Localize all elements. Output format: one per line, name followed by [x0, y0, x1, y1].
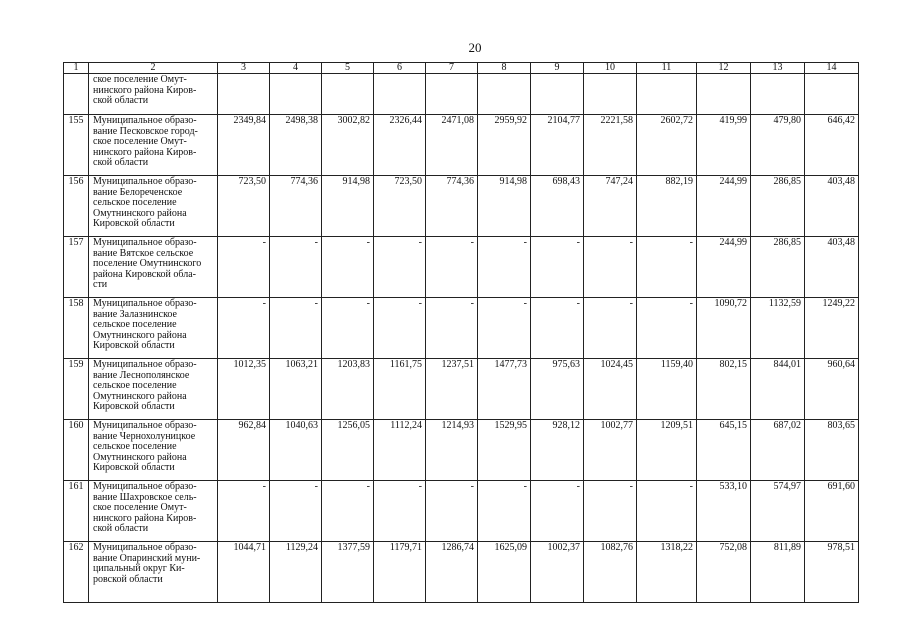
value-cell: - [374, 237, 426, 298]
column-header: 7 [426, 63, 478, 74]
table-row [64, 481, 859, 542]
value-cell [751, 74, 805, 115]
value-cell: - [270, 237, 322, 298]
value-cell [270, 74, 322, 115]
value-cell: 2104,77 [531, 115, 584, 176]
municipality-name-cell [89, 74, 218, 115]
value-cell: 1203,83 [322, 359, 374, 420]
name-line: поселение Омутнинского [93, 258, 202, 270]
value-cell: - [478, 298, 531, 359]
name-line: ской области [93, 157, 149, 169]
value-cell: 1529,95 [478, 420, 531, 481]
municipality-name-cell [89, 176, 218, 237]
value-cell: 962,84 [218, 420, 270, 481]
table-row [64, 359, 859, 420]
value-cell: 723,50 [218, 176, 270, 237]
name-line: вание Опаринский муни- [93, 552, 201, 564]
value-cell: 1161,75 [374, 359, 426, 420]
column-header: 9 [531, 63, 584, 74]
name-line: Муниципальное образо- [93, 115, 197, 126]
name-line: сельское поселение [93, 441, 177, 453]
column-header: 4 [270, 63, 322, 74]
value-cell [426, 74, 478, 115]
column-header: 11 [637, 63, 697, 74]
table-row [64, 115, 859, 176]
name-line: Муниципальное образо- [93, 237, 197, 248]
value-cell: 2602,72 [637, 115, 697, 176]
row-number-cell [64, 74, 89, 115]
row-number-cell: 158 [64, 298, 89, 359]
row-number-cell: 155 [64, 115, 89, 176]
value-cell: - [584, 481, 637, 542]
value-cell: 1040,63 [270, 420, 322, 481]
value-cell: 1256,05 [322, 420, 374, 481]
municipality-name-cell [89, 542, 218, 603]
name-line: сельское поселение [93, 319, 177, 331]
name-line: нинского района Киров- [93, 146, 197, 158]
name-line: Омутнинского района [93, 390, 187, 402]
value-cell: 1477,73 [478, 359, 531, 420]
value-cell: 2959,92 [478, 115, 531, 176]
value-cell [531, 74, 584, 115]
value-cell: 2221,58 [584, 115, 637, 176]
value-cell: - [531, 481, 584, 542]
value-cell: - [218, 298, 270, 359]
value-cell: - [426, 237, 478, 298]
name-line: сельское поселение [93, 380, 177, 392]
name-line: Муниципальное образо- [93, 481, 197, 492]
value-cell: 1286,74 [426, 542, 478, 603]
value-cell: 574,97 [751, 481, 805, 542]
value-cell: 882,19 [637, 176, 697, 237]
value-cell: 975,63 [531, 359, 584, 420]
value-cell [478, 74, 531, 115]
value-cell: 244,99 [697, 176, 751, 237]
table-row [64, 542, 859, 603]
name-line: Кировской области [93, 462, 175, 474]
value-cell: 1012,35 [218, 359, 270, 420]
name-line: Муниципальное образо- [93, 542, 197, 553]
value-cell: - [531, 298, 584, 359]
data-table [63, 62, 859, 603]
value-cell: - [478, 481, 531, 542]
value-cell: 1129,24 [270, 542, 322, 603]
value-cell: 691,60 [805, 481, 859, 542]
name-line: ское поселение Омут- [93, 74, 187, 85]
value-cell: 479,80 [751, 115, 805, 176]
row-number-cell: 160 [64, 420, 89, 481]
value-cell: 2326,44 [374, 115, 426, 176]
value-cell: 646,42 [805, 115, 859, 176]
value-cell: 419,99 [697, 115, 751, 176]
value-cell: 1249,22 [805, 298, 859, 359]
value-cell: 1132,59 [751, 298, 805, 359]
name-line: вание Песковское город- [93, 125, 198, 137]
value-cell: 1209,51 [637, 420, 697, 481]
value-cell: 844,01 [751, 359, 805, 420]
value-cell: 3002,82 [322, 115, 374, 176]
value-cell: - [478, 237, 531, 298]
value-cell: 2349,84 [218, 115, 270, 176]
value-cell: 1090,72 [697, 298, 751, 359]
name-line: вание Леснополянское [93, 369, 190, 381]
name-line: ципальный округ Ки- [93, 563, 185, 575]
value-cell: 1179,71 [374, 542, 426, 603]
value-cell: 1024,45 [584, 359, 637, 420]
name-line: вание Белореченское [93, 186, 183, 198]
value-cell [218, 74, 270, 115]
value-cell [584, 74, 637, 115]
value-cell: - [426, 481, 478, 542]
name-line: вание Залазнинское [93, 308, 177, 320]
municipality-name-cell [89, 359, 218, 420]
name-line: Муниципальное образо- [93, 176, 197, 187]
name-line: сельское поселение [93, 197, 177, 209]
row-number-cell: 157 [64, 237, 89, 298]
header-row [64, 63, 859, 74]
value-cell: - [637, 237, 697, 298]
value-cell: - [218, 237, 270, 298]
column-header: 3 [218, 63, 270, 74]
value-cell: - [270, 298, 322, 359]
value-cell: 1044,71 [218, 542, 270, 603]
value-cell: 774,36 [270, 176, 322, 237]
value-cell: - [322, 237, 374, 298]
value-cell: 1377,59 [322, 542, 374, 603]
row-number-cell: 162 [64, 542, 89, 603]
value-cell: 1318,22 [637, 542, 697, 603]
value-cell: 1002,77 [584, 420, 637, 481]
value-cell: 1214,93 [426, 420, 478, 481]
name-line: вание Чернохолуницкое [93, 430, 196, 442]
name-line: сти [93, 279, 108, 291]
value-cell [374, 74, 426, 115]
value-cell: 774,36 [426, 176, 478, 237]
row-number-cell: 159 [64, 359, 89, 420]
name-line: ской области [93, 95, 149, 107]
column-header: 5 [322, 63, 374, 74]
name-line: ской области [93, 523, 149, 535]
value-cell: 698,43 [531, 176, 584, 237]
name-line: Омутнинского района [93, 207, 187, 219]
value-cell: 533,10 [697, 481, 751, 542]
name-line: Омутнинского района [93, 329, 187, 341]
table-body [64, 63, 859, 603]
table-row [64, 237, 859, 298]
value-cell: 1159,40 [637, 359, 697, 420]
municipality-name-cell [89, 298, 218, 359]
value-cell: 978,51 [805, 542, 859, 603]
column-header: 12 [697, 63, 751, 74]
value-cell: - [531, 237, 584, 298]
value-cell: 1063,21 [270, 359, 322, 420]
value-cell: - [637, 481, 697, 542]
value-cell: - [322, 298, 374, 359]
value-cell: 687,02 [751, 420, 805, 481]
name-line: Омутнинского района [93, 451, 187, 463]
row-number-cell: 156 [64, 176, 89, 237]
column-header: 8 [478, 63, 531, 74]
value-cell: - [322, 481, 374, 542]
table-row [64, 176, 859, 237]
value-cell [697, 74, 751, 115]
value-cell: 286,85 [751, 176, 805, 237]
value-cell: 403,48 [805, 176, 859, 237]
page-number: 20 [468, 40, 482, 55]
column-header: 14 [805, 63, 859, 74]
value-cell: 811,89 [751, 542, 805, 603]
value-cell [637, 74, 697, 115]
value-cell: 723,50 [374, 176, 426, 237]
value-cell: 914,98 [322, 176, 374, 237]
name-line: Кировской области [93, 218, 175, 230]
value-cell: - [426, 298, 478, 359]
value-cell: - [270, 481, 322, 542]
municipality-name-cell [89, 481, 218, 542]
value-cell: 914,98 [478, 176, 531, 237]
municipality-name-cell [89, 115, 218, 176]
value-cell: 403,48 [805, 237, 859, 298]
value-cell: 960,64 [805, 359, 859, 420]
value-cell: - [584, 237, 637, 298]
value-cell: - [584, 298, 637, 359]
value-cell: 1625,09 [478, 542, 531, 603]
table-row [64, 298, 859, 359]
column-header: 2 [89, 63, 218, 74]
value-cell: 645,15 [697, 420, 751, 481]
continuation-row [64, 74, 859, 115]
value-cell: 2498,38 [270, 115, 322, 176]
name-line: Муниципальное образо- [93, 359, 197, 370]
name-line: района Кировской обла- [93, 268, 197, 280]
value-cell: 752,08 [697, 542, 751, 603]
municipality-name-cell [89, 237, 218, 298]
value-cell: - [374, 298, 426, 359]
name-line: нинского района Киров- [93, 512, 197, 524]
column-header: 13 [751, 63, 805, 74]
name-line: вание Шахровское сель- [93, 491, 197, 503]
value-cell [322, 74, 374, 115]
name-line: Муниципальное образо- [93, 420, 197, 431]
value-cell [805, 74, 859, 115]
value-cell: 1237,51 [426, 359, 478, 420]
value-cell: - [374, 481, 426, 542]
name-line: ское поселение Омут- [93, 136, 187, 148]
value-cell: 244,99 [697, 237, 751, 298]
table-row [64, 420, 859, 481]
name-line: Кировской области [93, 401, 175, 413]
value-cell: 1082,76 [584, 542, 637, 603]
column-header: 1 [64, 63, 89, 74]
municipality-name-cell [89, 420, 218, 481]
value-cell: 803,65 [805, 420, 859, 481]
name-line: Кировской области [93, 340, 175, 352]
column-header: 10 [584, 63, 637, 74]
value-cell: 1112,24 [374, 420, 426, 481]
name-line: вание Вятское сельское [93, 247, 194, 259]
value-cell: 802,15 [697, 359, 751, 420]
value-cell: 286,85 [751, 237, 805, 298]
row-number-cell: 161 [64, 481, 89, 542]
name-line: нинского района Киров- [93, 84, 197, 96]
name-line: ское поселение Омут- [93, 502, 187, 514]
value-cell: 1002,37 [531, 542, 584, 603]
value-cell: - [218, 481, 270, 542]
name-line: Муниципальное образо- [93, 298, 197, 309]
value-cell: 747,24 [584, 176, 637, 237]
value-cell: 928,12 [531, 420, 584, 481]
column-header: 6 [374, 63, 426, 74]
value-cell: 2471,08 [426, 115, 478, 176]
name-line: ровской области [93, 573, 163, 585]
value-cell: - [637, 298, 697, 359]
